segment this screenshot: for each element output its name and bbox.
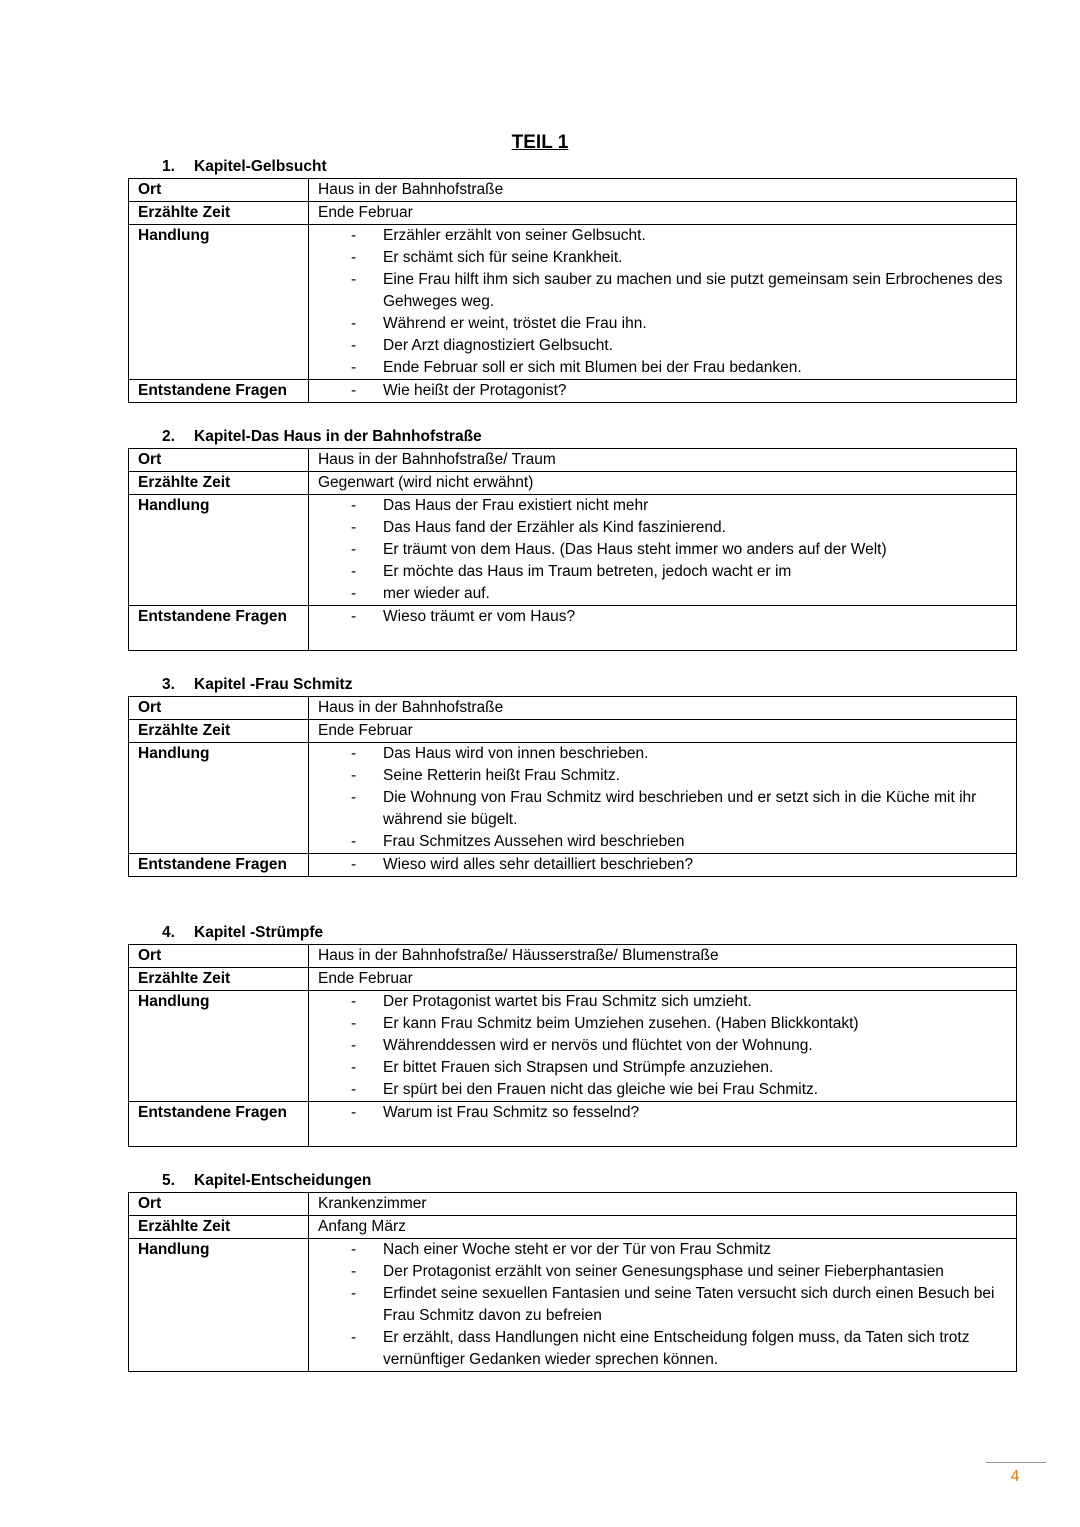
list-item: - Das Haus wird von innen beschrieben. <box>309 743 1016 765</box>
chapter-table <box>128 1192 1017 1372</box>
label-zeit: Erzählte Zeit <box>129 720 309 743</box>
fragen-cell <box>309 854 1017 877</box>
row-ort <box>129 179 1017 202</box>
handlung-cell <box>309 743 1017 854</box>
list-item: - Eine Frau hilft ihm sich sauber zu machen und sie putzt gemeinsam sein Erbrochenes des Gehweges weg. <box>309 269 1016 313</box>
label-zeit: Erzählte Zeit <box>129 202 309 225</box>
fragen-list <box>309 606 1016 628</box>
list-item: - Ende Februar soll er sich mit Blumen bei der Frau bedanken. <box>309 357 1016 379</box>
chapter-4 <box>128 922 1017 1147</box>
list-item: - Er kann Frau Schmitz beim Umziehen zusehen. (Haben Blickkontakt) <box>309 1013 1016 1035</box>
handlung-list <box>309 225 1016 379</box>
list-item: - Erzähler erzählt von seiner Gelbsucht. <box>309 225 1016 247</box>
chapter-title: Kapitel-Das Haus in der Bahnhofstraße <box>194 428 482 445</box>
chapter-heading <box>128 674 1017 696</box>
row-ort <box>129 1193 1017 1216</box>
list-item: - Wie heißt der Protagonist? <box>309 380 1016 402</box>
row-ort <box>129 945 1017 968</box>
chapter-number: 5. <box>162 1172 175 1189</box>
chapter-5 <box>128 1170 1017 1372</box>
chapter-1 <box>128 156 1017 403</box>
label-handlung: Handlung <box>129 743 309 854</box>
handlung-cell <box>309 495 1017 606</box>
label-fragen: Entstandene Fragen <box>129 380 309 403</box>
list-item: - Er möchte das Haus im Traum betreten, jedoch wacht er im <box>309 561 1016 583</box>
row-fragen <box>129 380 1017 403</box>
row-zeit <box>129 968 1017 991</box>
page-title: TEIL 1 <box>511 132 569 153</box>
label-fragen: Entstandene Fragen <box>129 606 309 651</box>
chapter-number: 1. <box>162 158 175 175</box>
chapter-table <box>128 696 1017 877</box>
handlung-list <box>309 991 1016 1101</box>
value-ort: Haus in der Bahnhofstraße <box>309 697 1017 720</box>
list-item: - Die Wohnung von Frau Schmitz wird beschrieben und er setzt sich in die Küche mit ihr während sie bügelt. <box>309 787 1016 831</box>
list-item: - Der Arzt diagnostiziert Gelbsucht. <box>309 335 1016 357</box>
chapter-number: 2. <box>162 428 175 445</box>
chapter-number: 4. <box>162 924 175 941</box>
page-number-divider <box>986 1462 1046 1463</box>
value-ort: Krankenzimmer <box>309 1193 1017 1216</box>
chapter-2 <box>128 426 1017 651</box>
handlung-list <box>309 1239 1016 1371</box>
fragen-list <box>309 380 1016 402</box>
chapter-table <box>128 448 1017 651</box>
row-zeit <box>129 472 1017 495</box>
list-item: - Er schämt sich für seine Krankheit. <box>309 247 1016 269</box>
row-zeit <box>129 720 1017 743</box>
list-item: - Er bittet Frauen sich Strapsen und Strümpfe anzuziehen. <box>309 1057 1016 1079</box>
fragen-cell <box>309 606 1017 651</box>
list-item: - Der Protagonist wartet bis Frau Schmitz sich umzieht. <box>309 991 1016 1013</box>
fragen-list <box>309 1102 1016 1124</box>
row-zeit <box>129 1216 1017 1239</box>
row-handlung <box>129 743 1017 854</box>
value-zeit: Gegenwart (wird nicht erwähnt) <box>309 472 1017 495</box>
handlung-cell <box>309 1239 1017 1372</box>
list-item: - Das Haus der Frau existiert nicht mehr <box>309 495 1016 517</box>
list-item: - Wieso wird alles sehr detailliert beschrieben? <box>309 854 1016 876</box>
list-item: - Warum ist Frau Schmitz so fesselnd? <box>309 1102 1016 1124</box>
list-item: - Er träumt von dem Haus. (Das Haus steht immer wo anders auf der Welt) <box>309 539 1016 561</box>
chapter-table <box>128 944 1017 1147</box>
chapter-heading <box>128 426 1017 448</box>
chapter-heading <box>128 156 1017 178</box>
value-zeit: Ende Februar <box>309 968 1017 991</box>
handlung-list <box>309 743 1016 853</box>
label-handlung: Handlung <box>129 991 309 1102</box>
fragen-cell <box>309 380 1017 403</box>
row-handlung <box>129 225 1017 380</box>
label-handlung: Handlung <box>129 495 309 606</box>
value-ort: Haus in der Bahnhofstraße/ Häusserstraße/ Blumenstraße <box>309 945 1017 968</box>
row-zeit <box>129 202 1017 225</box>
list-item: - Er erzählt, dass Handlungen nicht eine Entscheidung folgen muss, da Taten sich trotz vernünftiger Gedanken wieder sprechen können. <box>309 1327 1016 1371</box>
handlung-cell <box>309 225 1017 380</box>
row-handlung <box>129 1239 1017 1372</box>
row-ort <box>129 697 1017 720</box>
value-zeit: Anfang März <box>309 1216 1017 1239</box>
value-zeit: Ende Februar <box>309 720 1017 743</box>
label-ort: Ort <box>129 449 309 472</box>
label-ort: Ort <box>129 179 309 202</box>
chapter-heading <box>128 922 1017 944</box>
fragen-list <box>309 854 1016 876</box>
chapter-3 <box>128 674 1017 877</box>
list-item: - mer wieder auf. <box>309 583 1016 605</box>
label-ort: Ort <box>129 1193 309 1216</box>
value-ort: Haus in der Bahnhofstraße <box>309 179 1017 202</box>
chapter-number: 3. <box>162 676 175 693</box>
row-ort <box>129 449 1017 472</box>
row-handlung <box>129 495 1017 606</box>
handlung-list <box>309 495 1016 605</box>
handlung-cell <box>309 991 1017 1102</box>
label-fragen: Entstandene Fragen <box>129 854 309 877</box>
value-ort: Haus in der Bahnhofstraße/ Traum <box>309 449 1017 472</box>
list-item: - Er spürt bei den Frauen nicht das gleiche wie bei Frau Schmitz. <box>309 1079 1016 1101</box>
label-ort: Ort <box>129 945 309 968</box>
value-zeit: Ende Februar <box>309 202 1017 225</box>
row-handlung <box>129 991 1017 1102</box>
list-item: - Währenddessen wird er nervös und flüchtet von der Wohnung. <box>309 1035 1016 1057</box>
list-item: - Seine Retterin heißt Frau Schmitz. <box>309 765 1016 787</box>
label-zeit: Erzählte Zeit <box>129 1216 309 1239</box>
label-zeit: Erzählte Zeit <box>129 968 309 991</box>
label-handlung: Handlung <box>129 225 309 380</box>
list-item: - Frau Schmitzes Aussehen wird beschrieben <box>309 831 1016 853</box>
page-number: 4 <box>1010 1468 1020 1485</box>
row-fragen <box>129 854 1017 877</box>
list-item: - Das Haus fand der Erzähler als Kind faszinierend. <box>309 517 1016 539</box>
row-fragen <box>129 606 1017 651</box>
chapter-title: Kapitel -Frau Schmitz <box>194 676 353 693</box>
chapter-title: Kapitel -Strümpfe <box>194 924 324 941</box>
list-item: - Erfindet seine sexuellen Fantasien und seine Taten versucht sich durch einen Besuch bei Frau Schmitz davon zu befreien <box>309 1283 1016 1327</box>
list-item: - Der Protagonist erzählt von seiner Genesungsphase und seiner Fieberphantasien <box>309 1261 1016 1283</box>
label-fragen: Entstandene Fragen <box>129 1102 309 1147</box>
label-ort: Ort <box>129 697 309 720</box>
chapter-table <box>128 178 1017 403</box>
row-fragen <box>129 1102 1017 1147</box>
list-item: - Nach einer Woche steht er vor der Tür von Frau Schmitz <box>309 1239 1016 1261</box>
label-handlung: Handlung <box>129 1239 309 1372</box>
chapter-title: Kapitel-Entscheidungen <box>194 1172 372 1189</box>
list-item: - Wieso träumt er vom Haus? <box>309 606 1016 628</box>
chapter-title: Kapitel-Gelbsucht <box>194 158 327 175</box>
list-item: - Während er weint, tröstet die Frau ihn. <box>309 313 1016 335</box>
chapter-heading <box>128 1170 1017 1192</box>
fragen-cell <box>309 1102 1017 1147</box>
label-zeit: Erzählte Zeit <box>129 472 309 495</box>
